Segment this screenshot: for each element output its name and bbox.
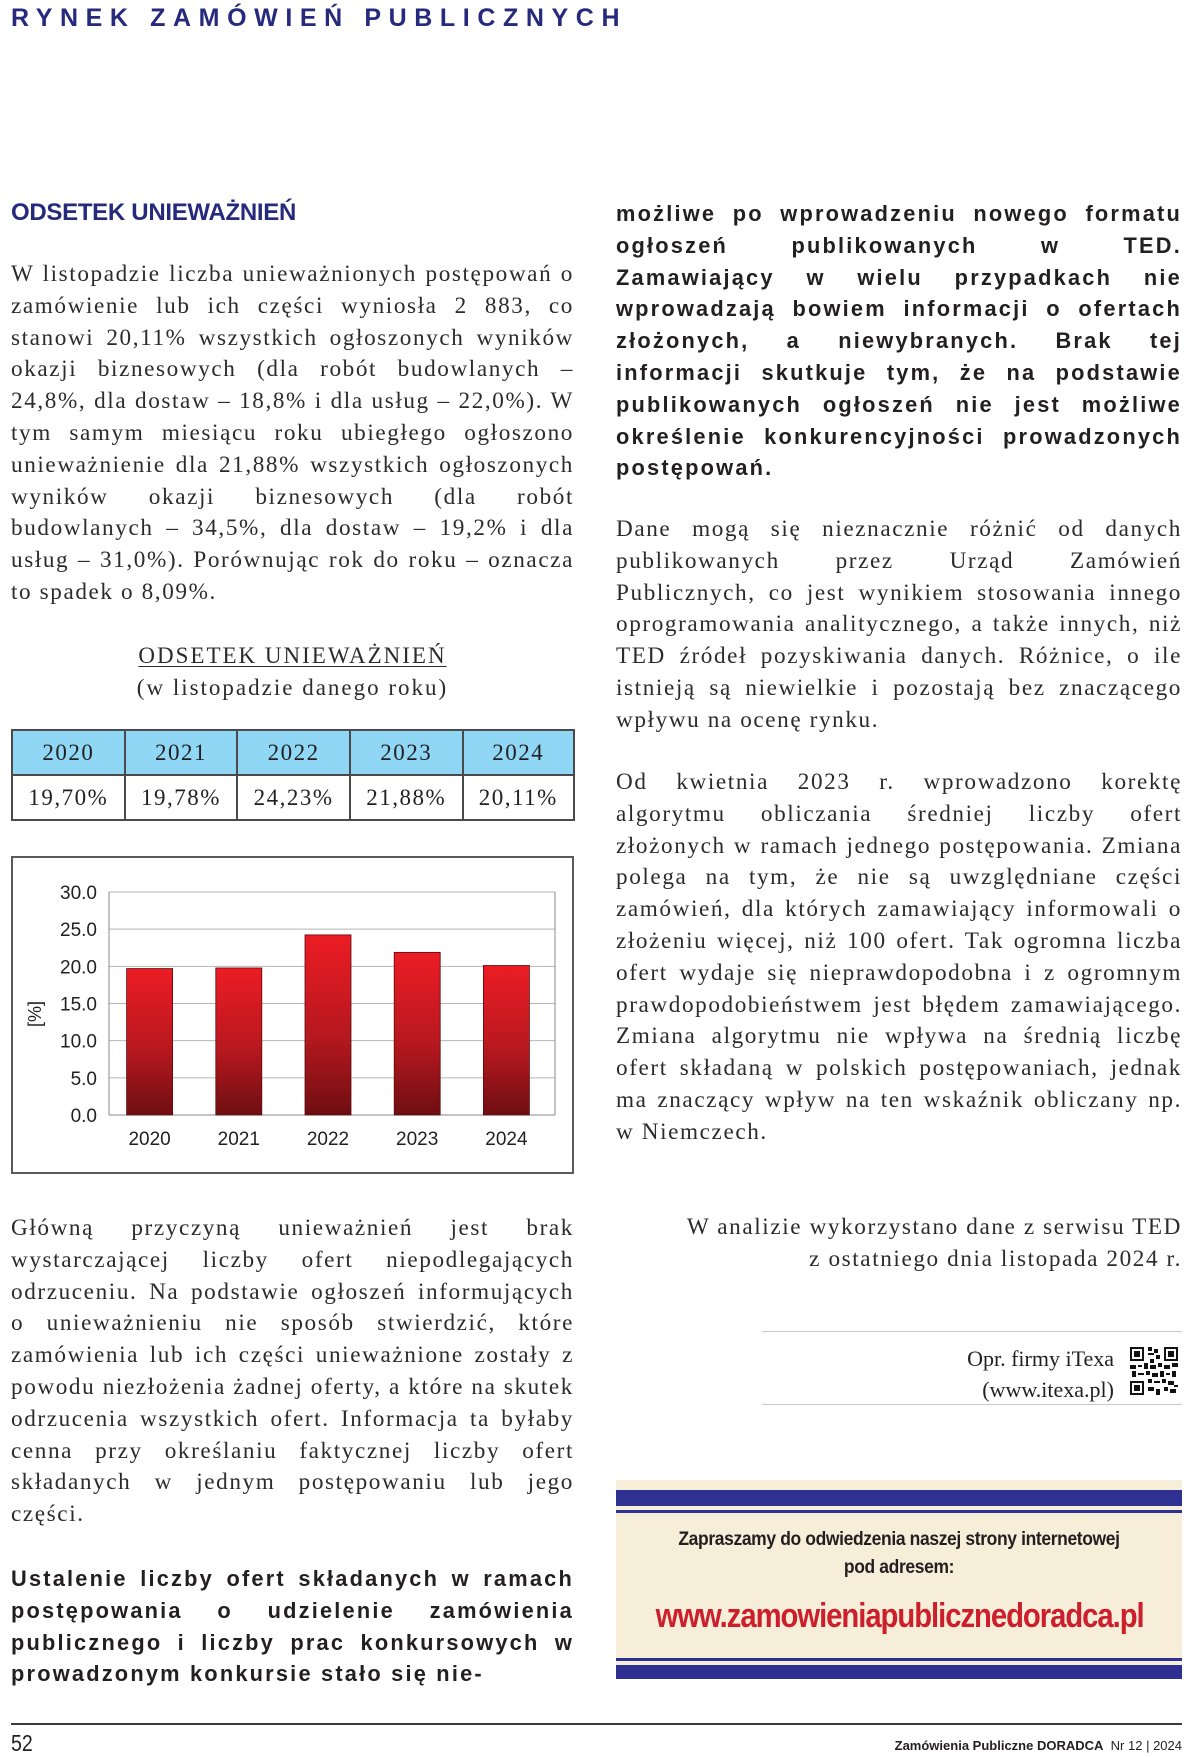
promo-line-1: Zapraszamy do odwiedzenia naszej strony internetowej [678, 1529, 1120, 1550]
right-paragraph-2: Dane mogą się nieznacznie różnić od danych publikowanych przez Urząd Zamówień Publicznych, co jest wynikiem stosowania innego oprogramowania analitycznego, a także innych, niż TED źródeł pozyskiwania danych. Różnice, o ile istnieją są niewielkie i pozostają bez znaczącego wpływu na ocenę rynku. [616, 516, 1182, 733]
footer-separator: | [1146, 1738, 1150, 1753]
table-caption-title: ODSETEK UNIEWAŻNIEŃ [138, 643, 447, 668]
chart-y-axis-ticks [60, 883, 97, 1127]
website-promo-box [616, 1480, 1182, 1674]
table-header-row [12, 730, 574, 775]
table-header-cell: 2023 [350, 730, 463, 775]
page-number: 52 [11, 1730, 33, 1756]
chart-bar [127, 969, 173, 1115]
promo-line-2: pod adresem: [843, 1557, 955, 1578]
y-tick-label: 10.0 [60, 1031, 97, 1053]
table-row [12, 775, 574, 820]
left-paragraph-2: Główną przyczyną unieważnień jest brak wystarczającej liczby ofert niepodlegających odrzuceniu. Na podstawie ogłoszeń informujących o unieważnieniu nie sposób stwierdzić, które zamówienia lub ich części unieważnione zostały z powodu niezłożenia żadnej oferty, a które na skutek odrzucenia wszystkich ofert. Informacja ta byłaby cenna przy określaniu faktycznej liczby ofert składanych w jednym postępowaniu lub jego części. [11, 1215, 574, 1528]
table-cell: 20,11% [463, 775, 575, 820]
chart-bar [305, 935, 351, 1115]
credit-line-2[interactable]: (www.itexa.pl) [982, 1377, 1114, 1402]
x-tick-label: 2024 [485, 1129, 528, 1150]
chart-x-axis-ticks [128, 1129, 528, 1150]
right-paragraph-1-bold: możliwe po wprowadzeniu nowego formatu ogłoszeń publikowanych w TED. Zamawiający w wielu przypadkach nie wprowadzają bowiem informacji o ofertach złożonych, a niewybranych. Brak tej informacji skutkuje tym, że na podstawie publikowanych ogłoszeń nie jest możliwe określenie konkurencyjności prowadzonych postępowań. [616, 201, 1182, 481]
table-header-cell: 2020 [12, 730, 125, 775]
y-tick-label: 5.0 [70, 1068, 97, 1090]
qr-code-icon[interactable] [1130, 1347, 1178, 1395]
bar-chart [11, 856, 574, 1174]
chart-bar [394, 952, 440, 1115]
table-header-cell: 2024 [463, 730, 575, 775]
chart-bars [127, 935, 530, 1115]
table-cell: 24,23% [237, 775, 350, 820]
x-tick-label: 2021 [217, 1129, 260, 1150]
source-line-2: z ostatniego dnia listopada 2024 r. [809, 1245, 1182, 1272]
table-cell: 19,70% [12, 775, 125, 820]
table-caption-subtitle: (w listopadzie danego roku) [136, 675, 449, 700]
promo-text [639, 1526, 1160, 1582]
promo-line-bottom [616, 1658, 1182, 1661]
bar-chart-plot [13, 858, 576, 1176]
table-caption [11, 640, 574, 704]
section-title: ODSETEK UNIEWAŻNIEŃ [11, 199, 296, 226]
promo-url-link[interactable]: www.zamowieniapublicznedoradca.pl [655, 1597, 1144, 1635]
y-tick-label: 30.0 [60, 883, 97, 904]
promo-band-top [616, 1490, 1182, 1506]
chart-bar [483, 966, 529, 1115]
right-paragraph-3: Od kwietnia 2023 r. wprowadzono korektę algorytmu obliczania średniej liczby ofert złożonych w ramach jednego postępowania. Zmiana polega na tym, że nie są uwzględniane części zamówień, dla których zamawiający informowali o złożeniu więcej, niż 100 ofert. Tak ogromna liczba ofert wydaje się nieprawdopodobna i z ogromnym prawdopodobieństwem jest błędem zamawiającego. Zmiana algorytmu nie wpływa na średnią liczbę ofert składaną w polskich postępowaniach, jednak ma znaczący wpływ na ten wskaźnik obliczany np. w Niemczech. [616, 769, 1182, 1145]
table-header-cell: 2022 [237, 730, 350, 775]
running-title: RYNEK ZAMÓWIEŃ PUBLICZNYCH [11, 4, 628, 32]
journal-name-part1: Zamówienia [894, 1738, 973, 1753]
issue-number: Nr 12 [1110, 1738, 1143, 1753]
x-tick-label: 2022 [306, 1129, 350, 1150]
credit-text [762, 1343, 1114, 1405]
source-note [616, 1212, 1182, 1276]
table-cell: 21,88% [350, 775, 463, 820]
credit-divider-bottom [762, 1404, 1182, 1405]
chart-bar [216, 968, 262, 1115]
left-paragraph-1: W listopadzie liczba unieważnionych postępowań o zamówienie lub ich części wyniosła 2 883, co stanowi 20,11% wszystkich ogłoszonych wyników okazji biznesowych (dla robót budowlanych – 24,8%, dla dostaw – 18,8% i dla usług – 22,0%). W tym samym miesiącu roku ubiegłego ogłoszono unieważnienie dla 21,88% wszystkich ogłoszonych wyników okazji biznesowych (dla robót budowlanych – 34,5%, dla dostaw – 19,2% i dla usług – 31,0%). Porównując rok do roku – oznacza to spadek o 8,09%. [11, 261, 574, 605]
credit-line-1: Opr. firmy iTexa [967, 1346, 1114, 1371]
y-tick-label: 20.0 [60, 957, 97, 979]
y-tick-label: 25.0 [60, 920, 97, 942]
chart-y-axis-label: [%] [25, 1000, 45, 1028]
y-tick-label: 15.0 [60, 994, 97, 1016]
promo-band-bottom [616, 1665, 1182, 1679]
footer-rule [11, 1723, 1182, 1725]
credit-divider-top [762, 1331, 1182, 1332]
left-paragraph-3-bold: Ustalenie liczby ofert składanych w ramach postępowania o udzielenie zamówienia publicznego i liczby prac konkursowych w prowadzonym konkursie stało się nie- [11, 1566, 574, 1687]
issue-year: 2024 [1153, 1738, 1182, 1753]
journal-name-part2: Publiczne DORADCA [972, 1738, 1104, 1753]
table-cell: 19,78% [125, 775, 238, 820]
x-tick-label: 2020 [128, 1129, 171, 1150]
table-header-cell: 2021 [125, 730, 238, 775]
y-tick-label: 0.0 [70, 1106, 97, 1127]
promo-line-top [616, 1510, 1182, 1513]
annulment-rate-table [11, 729, 575, 821]
x-tick-label: 2023 [396, 1129, 439, 1150]
source-line-1: W analizie wykorzystano dane z serwisu TED [686, 1214, 1182, 1240]
